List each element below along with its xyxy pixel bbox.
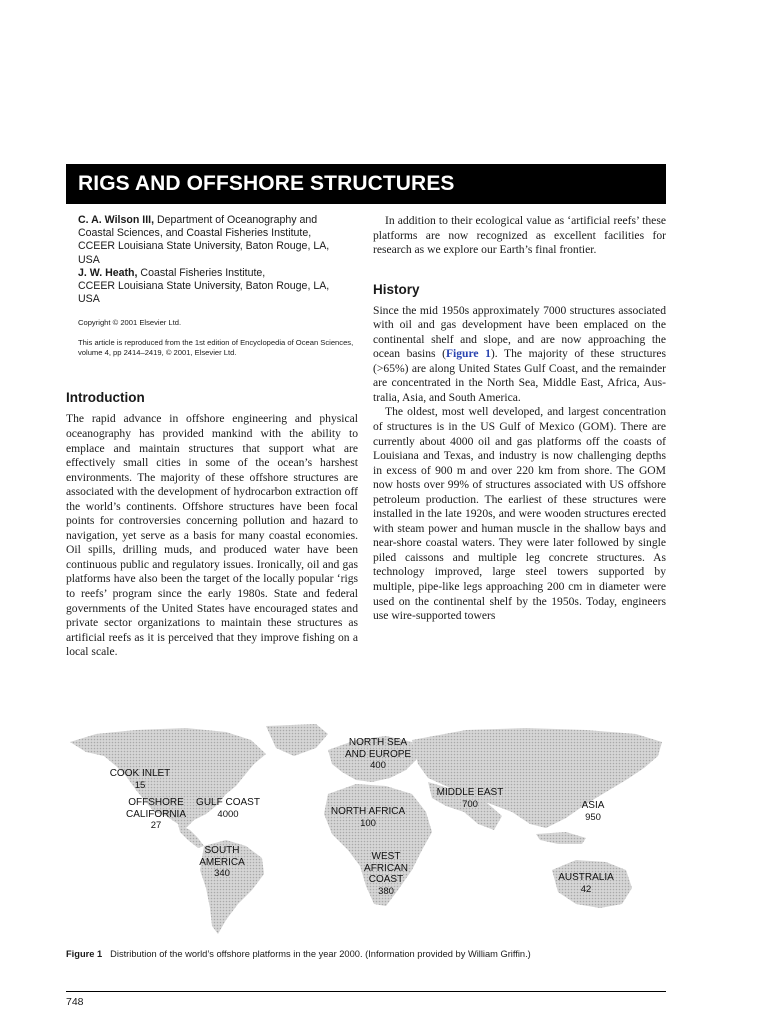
- label-offshore-california-name: OFFSHORE CALIFORNIA: [125, 797, 187, 820]
- label-north-sea-europe-name: NORTH SEA AND EUROPE: [344, 737, 412, 760]
- label-west-african-coast-name: WEST AFRICAN COAST: [364, 851, 408, 885]
- label-middle-east-count: 700: [462, 798, 478, 810]
- author-block: [66, 214, 358, 306]
- author-1-aff-3: CCEER Louisiana State University, Baton Rouge, LA,: [78, 240, 330, 253]
- history-paragraph-1: [373, 304, 666, 406]
- figure-caption-label: Figure 1: [66, 949, 103, 959]
- author-2-name: J. W. Heath,: [78, 266, 138, 279]
- label-asia-count: 950: [585, 811, 601, 823]
- continent-asia: [412, 728, 662, 828]
- label-offshore-california-count: 27: [150, 820, 162, 831]
- label-north-africa-name: NORTH AFRICA: [330, 806, 406, 817]
- author-2-aff-3: USA: [78, 293, 100, 306]
- copyright-note: Copyright © 2001 Elsevier Ltd.: [78, 318, 182, 328]
- author-1-name: C. A. Wilson III,: [78, 214, 155, 226]
- history-paragraph-2: The oldest, most well developed, and largest concentration of structures is in the US Gulf of Mexico (GOM). There are currently about 4000 oil and gas platforms off the coasts of Louisiana and Texas, and industry is now challenging depths in excess of 900 m and over 220 km from shore. The GOM now hosts over 99% of structures associated with US offshore petroleum production. The earliest of these structures were installed in the late 1920s, and were wooden structures erected with steam power and human muscle in the shallow bays and near-shore coastal waters. They were later followed by single piled caissons and multiple leg concrete structures. As technology improved, large steel towers supported by multiple, pipe-like legs approaching 200 cm in diameter were used on the continental shelf by the 1950s. Today, engineers use wire-supported towers: [373, 405, 666, 623]
- label-west-african-coast-count: 380: [378, 885, 394, 897]
- article-title: RIGS AND OFFSHORE STRUCTURES: [66, 164, 666, 204]
- label-north-africa-count: 100: [360, 817, 376, 829]
- left-column: [66, 214, 358, 660]
- continent-southeast-asia: [536, 832, 586, 844]
- author-2-aff-2: CCEER Louisiana State University, Baton Rouge, LA,: [78, 280, 330, 293]
- label-middle-east-name: MIDDLE EAST: [436, 787, 504, 798]
- author-1-aff-1: Department of Oceanography and: [156, 214, 318, 226]
- label-north-sea-europe: [345, 737, 411, 772]
- label-middle-east: [437, 787, 504, 810]
- author-2-aff-1: Coastal Fisheries Institute,: [140, 266, 266, 279]
- figure-caption: [66, 948, 666, 960]
- right-intro-paragraph: In addition to their ecological value as ‘artificial reefs’ these platforms are now recognized as excellent facilities for research as we explore our Earth’s final frontier.: [373, 214, 666, 257]
- label-australia-name: AUSTRALIA: [558, 872, 614, 883]
- label-cook-inlet-count: 15: [134, 779, 146, 791]
- figure-1-link[interactable]: Figure 1: [445, 347, 491, 361]
- footer-rule: [66, 991, 666, 992]
- world-map-figure: [66, 720, 666, 945]
- label-north-africa: [331, 806, 405, 829]
- label-asia-name: ASIA: [581, 800, 605, 811]
- right-column: [373, 214, 666, 624]
- label-gulf-coast: [196, 797, 260, 820]
- author-1-aff-4: USA: [78, 253, 100, 266]
- label-west-african-coast: [364, 851, 408, 897]
- label-australia-count: 42: [580, 883, 592, 895]
- page-number: 748: [66, 996, 84, 1008]
- label-offshore-california: [126, 797, 186, 832]
- label-gulf-coast-name: GULF COAST: [196, 797, 260, 808]
- label-cook-inlet: [110, 768, 171, 791]
- author-2: [78, 267, 358, 307]
- history-p1-before: Since the mid 1950s approximately 7000 structures associated with oil and gas development have been emplaced on the continental shelf and slope, and are now approaching the ocean basins (: [373, 303, 666, 361]
- label-north-sea-europe-count: 400: [370, 760, 386, 771]
- label-south-america: [199, 845, 245, 880]
- history-heading: History: [373, 281, 420, 297]
- history-p1-after: ). The majority of these structures (>65%) are along United States Gulf Coast, and the remainder are concentrated in the North Sea, Middle East, Africa, Australia, Asia, and South America.: [373, 347, 666, 404]
- figure-caption-text: Distribution of the world’s offshore platforms in the year 2000. (Information provided by William Griffin.): [110, 949, 531, 959]
- label-asia: [582, 800, 605, 823]
- label-gulf-coast-count: 4000: [217, 808, 239, 820]
- reproduction-note: This article is reproduced from the 1st edition of Encyclopedia of Ocean Sciences, volume 4, pp 2414–2419, © 2001, Elsevier Ltd.: [78, 338, 354, 358]
- label-cook-inlet-name: COOK INLET: [109, 768, 171, 779]
- continent-greenland: [266, 724, 328, 756]
- introduction-paragraph: The rapid advance in offshore engineering and physical oceanography has provided mankind with the ability to emplace and maintain structures that support what are effectively small cities in some of the ocean’s harshest environments. The majority of these offshore structures are associated with the development of hydrocarbon extraction off the world’s continents. Offshore structures have been focal points for controversies concerning pollution and hazard to navigation, yet serve as a basis for many coastal economies. Oil spills, drilling muds, and produced water have been continuous public and regulatory issues. Ironically, oil and gas platforms have also been the target of the locally popular ‘rigs to reefs’ program since the early 1980s. State and federal governments of the United States have encouraged states and private sector organizations to maintain these structures as artificial reefs as it is perceived that they improve fishing on a local scale.: [66, 412, 358, 659]
- label-australia: [558, 872, 614, 895]
- label-south-america-name: SOUTH AMERICA: [199, 845, 245, 868]
- author-1-aff-2: Coastal Sciences, and Coastal Fisheries Institute,: [78, 227, 312, 240]
- author-1: [78, 214, 358, 267]
- label-south-america-count: 340: [214, 868, 230, 879]
- introduction-heading: Introduction: [66, 390, 145, 406]
